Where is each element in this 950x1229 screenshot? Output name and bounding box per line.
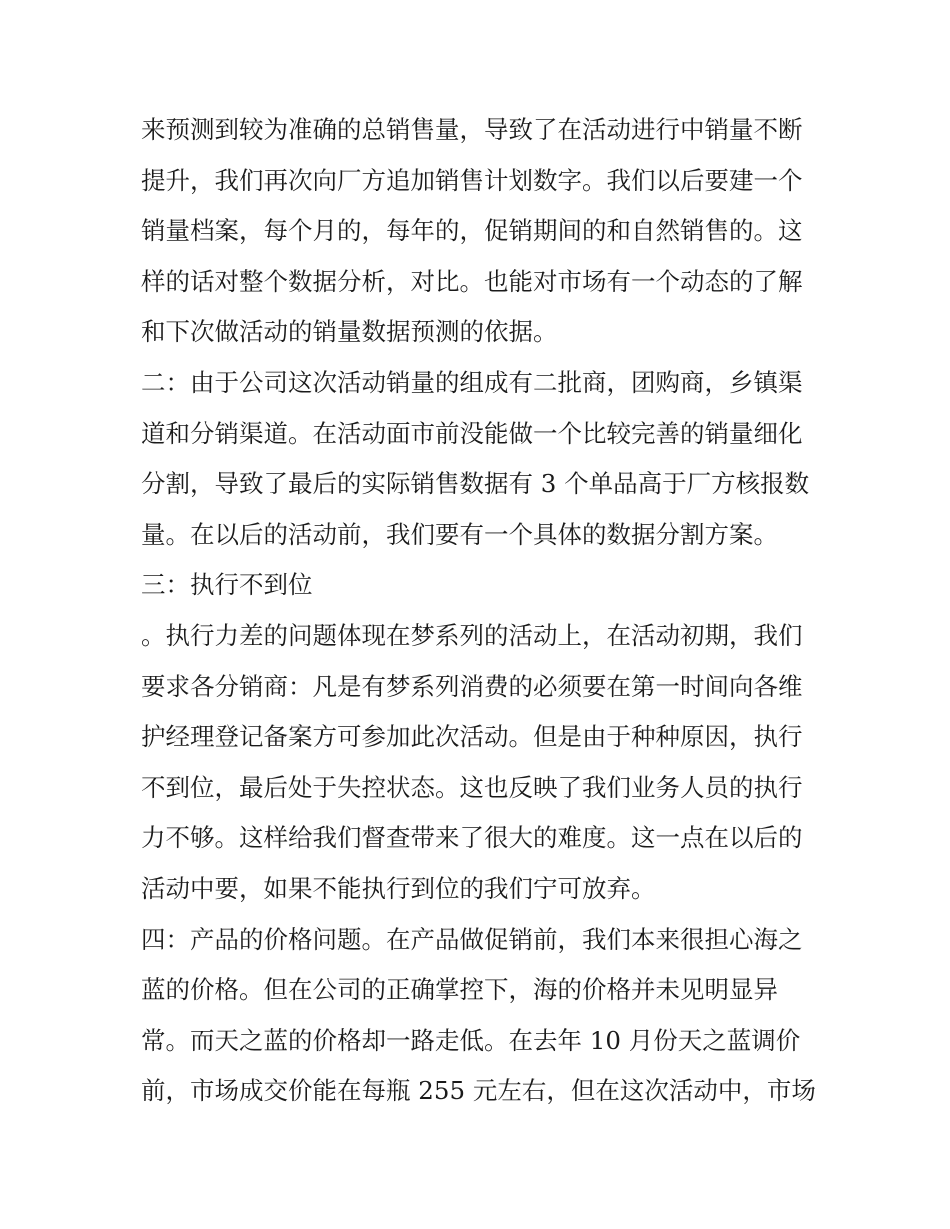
text-line: 活动中要，如果不能执行到位的我们宁可放弃。 [141,873,656,903]
text-line: 来预测到较为准确的总销售量，导致了在活动进行中销量不断 [141,115,803,144]
text-line: 护经理登记备案方可参加此次活动。但是由于种种原因，执行 [141,722,803,752]
section-three-heading: 三：执行不到位 [141,570,313,600]
text-line: 销量档案，每个月的，每年的，促销期间的和自然销售的。这 [141,216,803,246]
text-line: 分割，导致了最后的实际销售数据有 3 个单品高于厂方核报数 [141,469,810,499]
text-line: 道和分销渠道。在活动面市前没能做一个比较完善的销量细化 [141,418,803,448]
text-line: 量。在以后的活动前，我们要有一个具体的数据分割方案。 [141,519,778,549]
text-line: 常。而天之蓝的价格却一路走低。在去年 10 月份天之蓝调价 [141,1025,801,1055]
section-two-line: 二：由于公司这次活动销量的组成有二批商，团购商，乡镇渠 [141,367,803,397]
text-line: 不到位，最后处于失控状态。这也反映了我们业务人员的执行 [141,772,803,802]
text-line: 力不够。这样给我们督查带来了很大的难度。这一点在以后的 [141,823,803,853]
text-line: 前，市场成交价能在每瓶 255 元左右，但在这次活动中，市场 [141,1076,816,1106]
text-line: 样的话对整个数据分析，对比。也能对市场有一个动态的了解 [141,266,803,296]
text-line: 。执行力差的问题体现在梦系列的活动上，在活动初期，我们 [141,620,803,650]
body-text [141,105,821,1117]
section-four-line: 四：产品的价格问题。在产品做促销前，我们本来很担心海之 [141,924,803,954]
text-line: 提升，我们再次向厂方追加销售计划数字。我们以后要建一个 [141,165,803,195]
text-line: 要求各分销商：凡是有梦系列消费的必须要在第一时间向各维 [141,671,803,701]
text-line: 蓝的价格。但在公司的正确掌控下，海的价格并未见明显异 [141,975,778,1005]
text-line: 和下次做活动的销量数据预测的依据。 [141,317,558,347]
